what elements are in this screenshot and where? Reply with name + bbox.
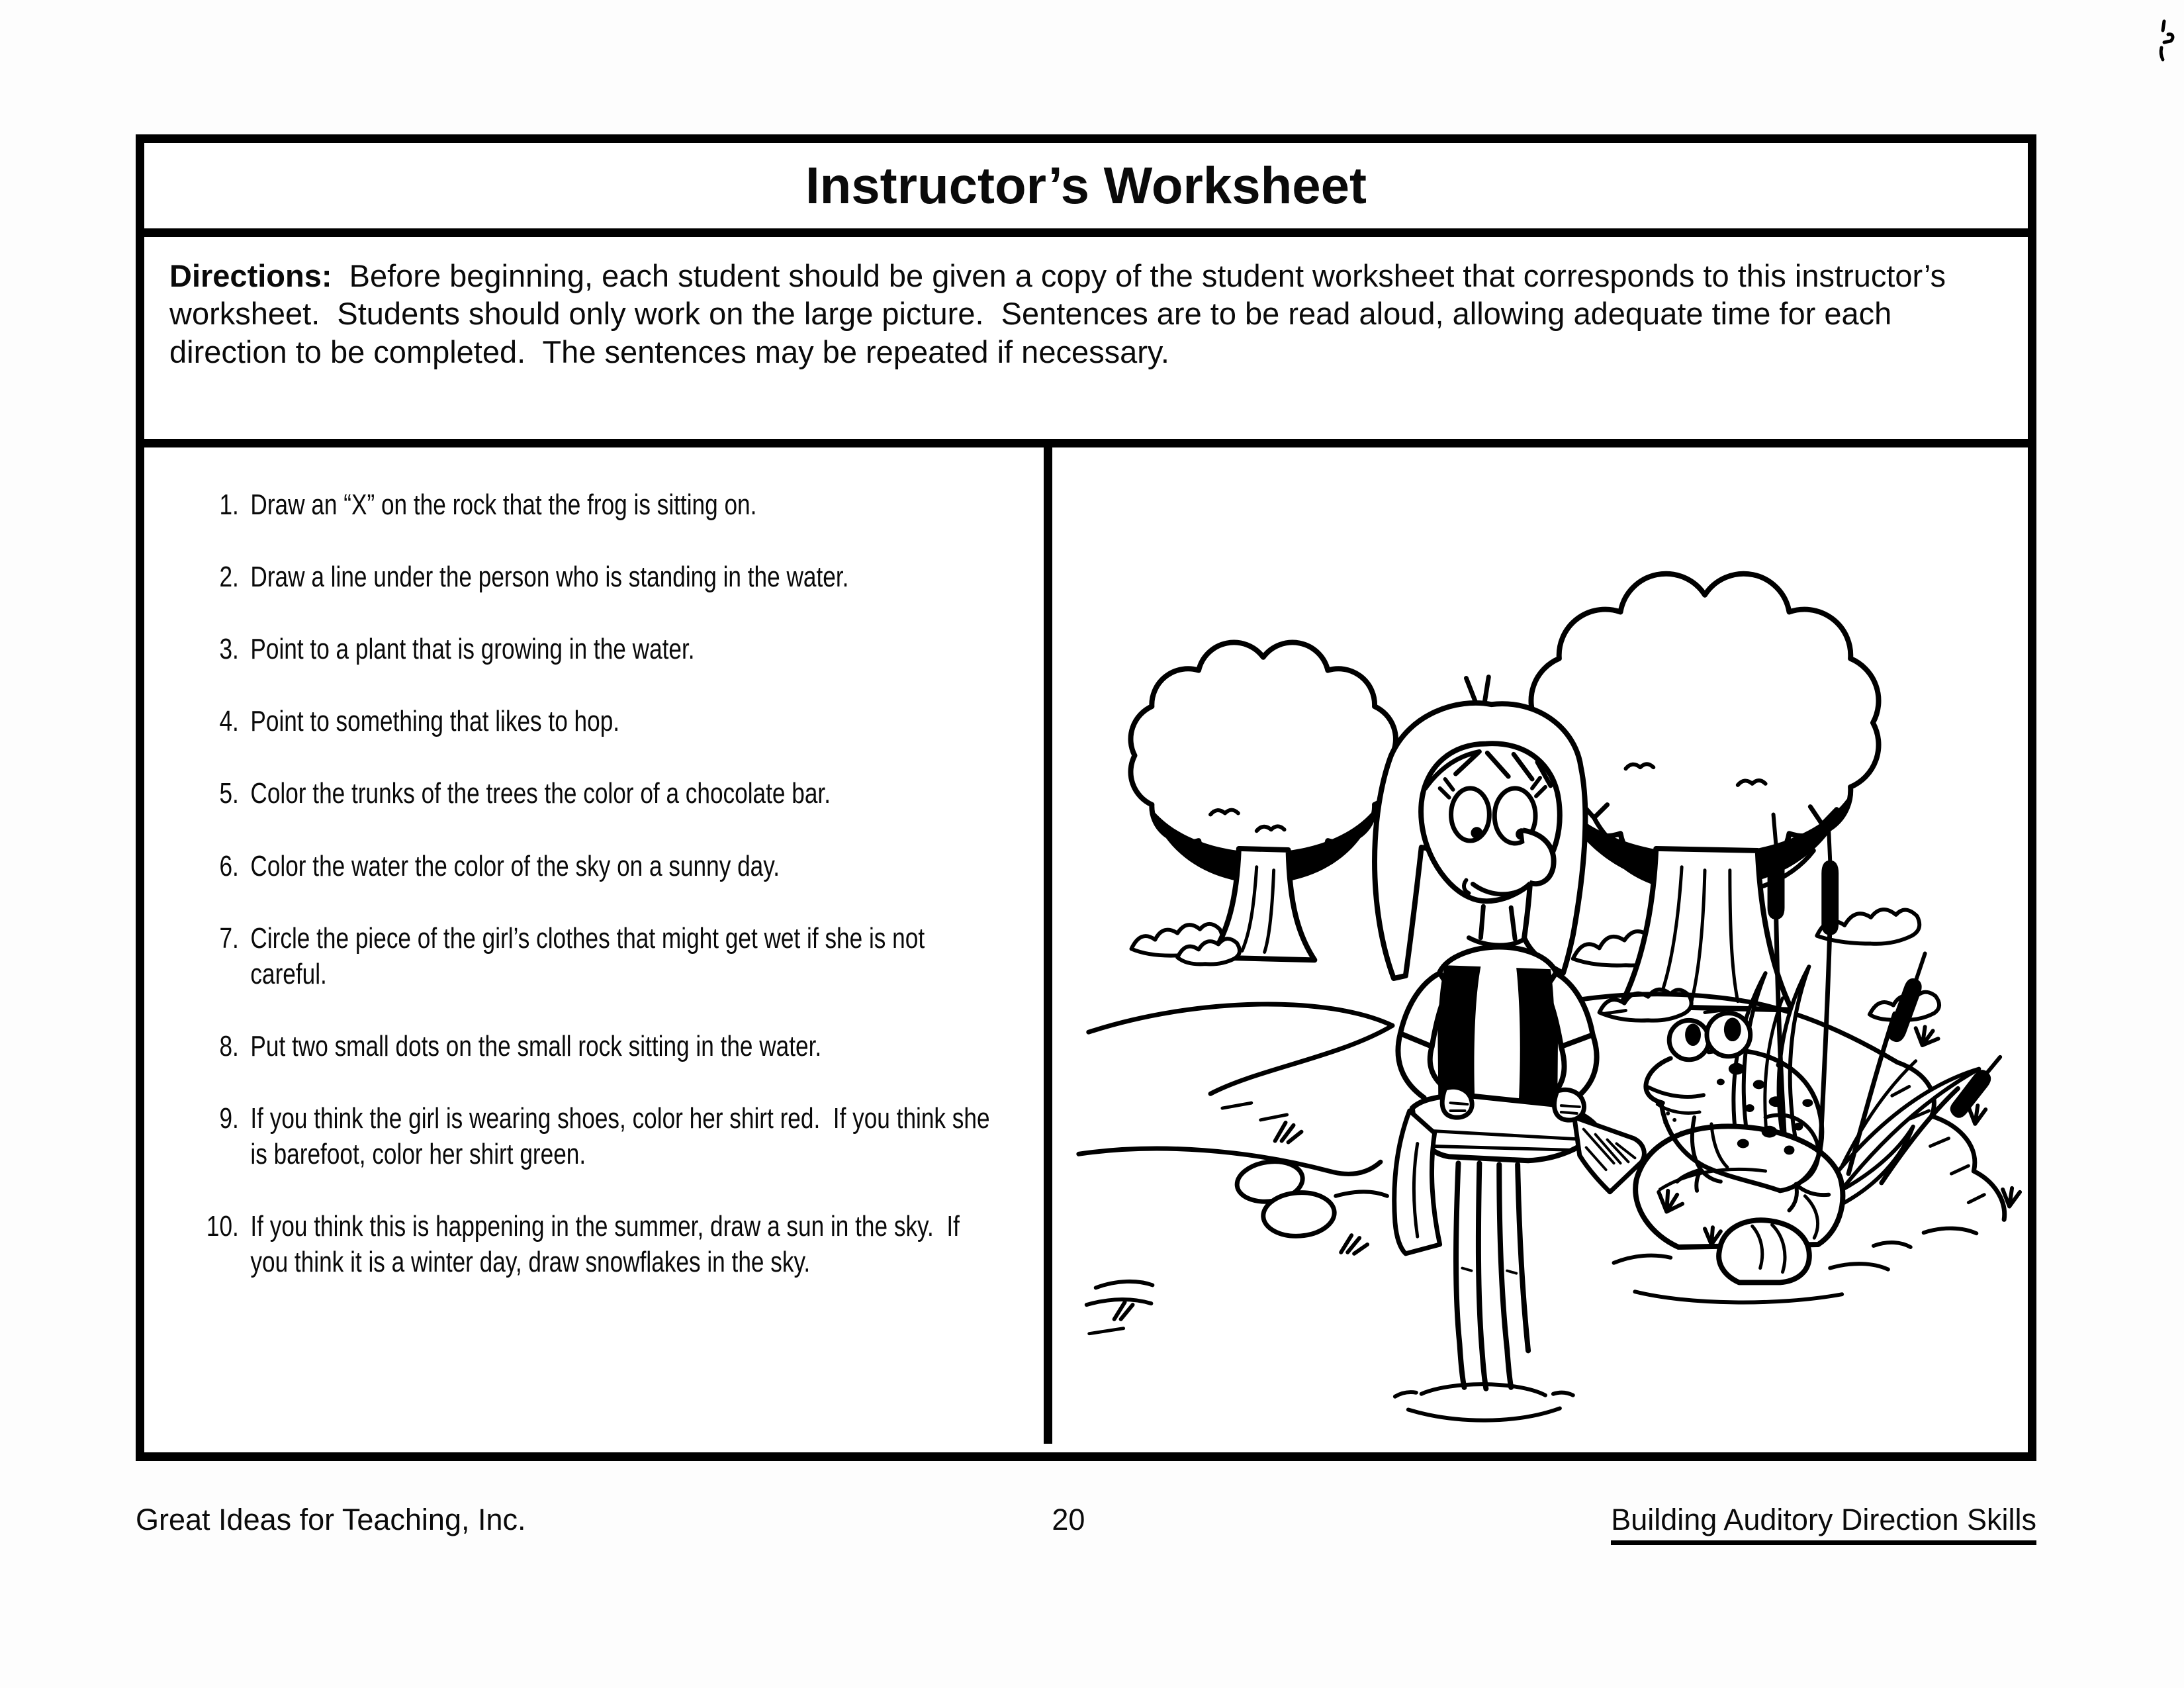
instruction-number: 10. <box>206 1210 239 1243</box>
instruction-text: Point to a plant that is growing in the water. <box>250 633 695 666</box>
instruction-item-3 <box>188 632 872 667</box>
page-title: Instructor’s Worksheet <box>805 156 1367 214</box>
footer-book-title: Building Auditory Direction Skills <box>1611 1503 2036 1545</box>
footer-page-number: 20 <box>1052 1503 1085 1536</box>
instruction-number: 3. <box>219 633 239 666</box>
girl-face <box>1421 743 1560 901</box>
page-footer <box>136 1503 2036 1545</box>
instruction-number: 4. <box>219 705 239 738</box>
footer-publisher: Great Ideas for Teaching, Inc. <box>136 1503 526 1536</box>
instruction-item-1 <box>188 487 872 523</box>
instruction-text: Color the water the color of the sky on a sunny day. <box>250 849 780 882</box>
scan-artifact-mark <box>2155 19 2179 66</box>
instruction-number: 6. <box>219 849 239 882</box>
instruction-item-9 <box>188 1101 997 1172</box>
directions-label: Directions: <box>169 258 332 293</box>
worksheet-frame <box>136 134 2036 1461</box>
instruction-item-4 <box>188 704 872 739</box>
instruction-list <box>188 487 1044 1280</box>
instruction-number: 7. <box>219 921 239 955</box>
instruction-item-2 <box>188 559 872 595</box>
instruction-number: 2. <box>219 561 239 594</box>
small-rock <box>1719 1220 1809 1282</box>
illustration-panel <box>1052 447 2028 1444</box>
directions-text: Before beginning, each student should be given a copy of the student worksheet that corresponds to this instructor’s worksheet. Students should only work on the large picture. Sentences are to be read aloud, allowing adequate time for each direction to be completed. The sentences may be repeated if necessary. <box>169 258 1955 369</box>
instruction-number: 8. <box>219 1029 239 1062</box>
instruction-item-5 <box>188 776 872 812</box>
instruction-item-6 <box>188 849 872 884</box>
instruction-text: Draw an “X” on the rock that the frog is sitting on. <box>250 489 757 521</box>
instruction-number: 1. <box>219 489 239 521</box>
instruction-text: Put two small dots on the small rock sitting in the water. <box>250 1029 822 1062</box>
directions-box <box>144 237 2028 447</box>
instruction-text: Draw a line under the person who is standing in the water. <box>250 561 849 594</box>
instruction-item-8 <box>188 1029 872 1064</box>
instruction-number: 5. <box>219 777 239 810</box>
instruction-item-10 <box>188 1209 966 1280</box>
instruction-text: Point to something that likes to hop. <box>250 705 620 738</box>
title-box <box>144 143 2028 237</box>
instruction-text: If you think the girl is wearing shoes, color her shirt red. If you think she is barefoot, color her shirt green. <box>250 1102 997 1171</box>
instruction-number: 9. <box>219 1102 239 1135</box>
tree-left <box>1130 642 1395 964</box>
instruction-list-panel <box>144 447 1052 1444</box>
instruction-text: If you think this is happening in the summer, draw a sun in the sky. If you think it is a winter day, draw snowflakes in the sky. <box>250 1210 966 1279</box>
content-area <box>144 447 2028 1444</box>
pond-scene-illustration <box>1052 447 2028 1444</box>
girl-legs <box>1456 1163 1528 1389</box>
instruction-text: Color the trunks of the trees the color of a chocolate bar. <box>250 777 831 810</box>
instruction-text: Circle the piece of the girl’s clothes that might get wet if she is not careful. <box>250 921 931 990</box>
instruction-item-7 <box>188 921 931 992</box>
